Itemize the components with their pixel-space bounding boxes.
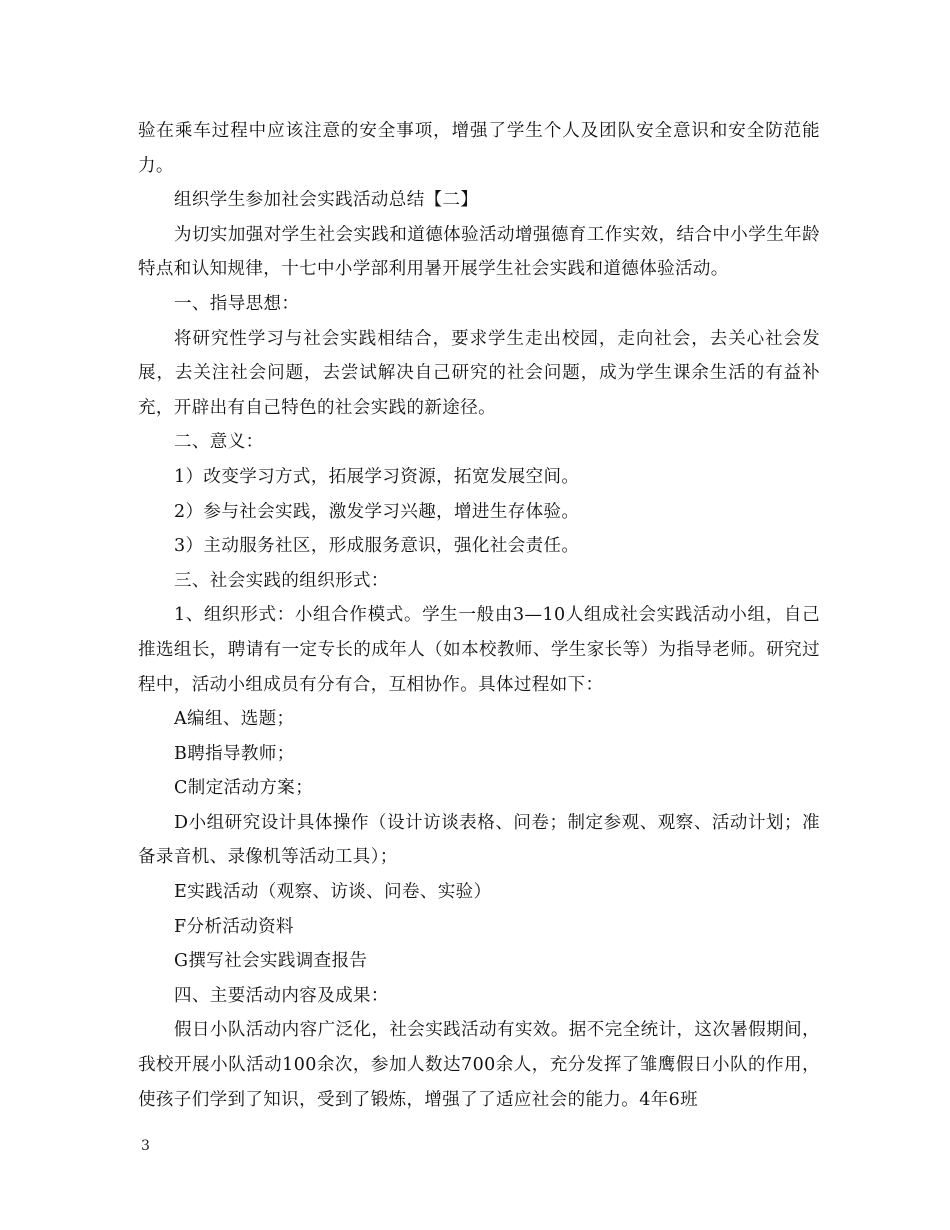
heading-significance: 二、意义： (174, 432, 264, 453)
heading-main-activities: 四、主要活动内容及成果： (174, 985, 389, 1006)
paragraph-continuation: 验在乘车过程中应该注意的安全事项，增强了学生个人及团队安全意识和安全防范能力。 (138, 121, 820, 176)
document-body (138, 114, 820, 1117)
list-item: 1）改变学习方式，拓展学习资源，拓宽发展空间。 (174, 466, 580, 487)
process-step: A编组、选题； (174, 709, 295, 730)
paragraph-organization: 1、组织形式：小组合作模式。学生一般由3—10人组成社会实践活动小组，自己推选组长，聘请有一定专长的成年人（如本校教师、学生家长等）为指导老师。研究过程中，活动小组成员有分有合，互相协作。具体过程如下： (138, 605, 820, 695)
paragraph-main-activities: 假日小队活动内容广泛化，社会实践活动有实效。据不完全统计，这次暑假期间，我校开展小队活动100余次，参加人数达700余人，充分发挥了雏鹰假日小队的作用，使孩子们学到了知识，受到了锻炼，增强了了适应社会的能力。4年6班 (138, 1020, 820, 1110)
process-step: D小组研究设计具体操作（设计访谈表格、问卷；制定参观、观察、活动计划；准备录音机、录像机等活动工具）； (138, 812, 820, 868)
process-step: B聘指导教师； (174, 743, 295, 764)
process-step: F分析活动资料 (174, 916, 294, 937)
list-item: 3）主动服务社区，形成服务意识，强化社会责任。 (174, 536, 580, 557)
process-step: G撰写社会实践调查报告 (174, 951, 368, 972)
list-item: 2）参与社会实践，激发学习兴趣，增进生存体验。 (174, 501, 580, 522)
heading-guiding-thought: 一、指导思想： (174, 293, 300, 314)
paragraph-guiding-thought: 将研究性学习与社会实践相结合，要求学生走出校园，走向社会，去关心社会发展，去关注社会问题，去尝试解决自己研究的社会问题，成为学生课余生活的有益补充，开辟出有自己特色的社会实践的新途径。 (138, 328, 820, 418)
page-number: 3 (141, 1138, 150, 1154)
section-title: 组织学生参加社会实践活动总结【二】 (174, 190, 479, 211)
process-step: C制定活动方案； (174, 778, 314, 799)
paragraph-intro: 为切实加强对学生社会实践和道德体验活动增强德育工作实效，结合中小学生年龄特点和认知规律，十七中小学部利用暑开展学生社会实践和道德体验活动。 (138, 224, 820, 280)
heading-organization: 三、社会实践的组织形式： (174, 570, 389, 591)
process-step: E实践活动（观察、访谈、问卷、实验） (174, 882, 492, 903)
